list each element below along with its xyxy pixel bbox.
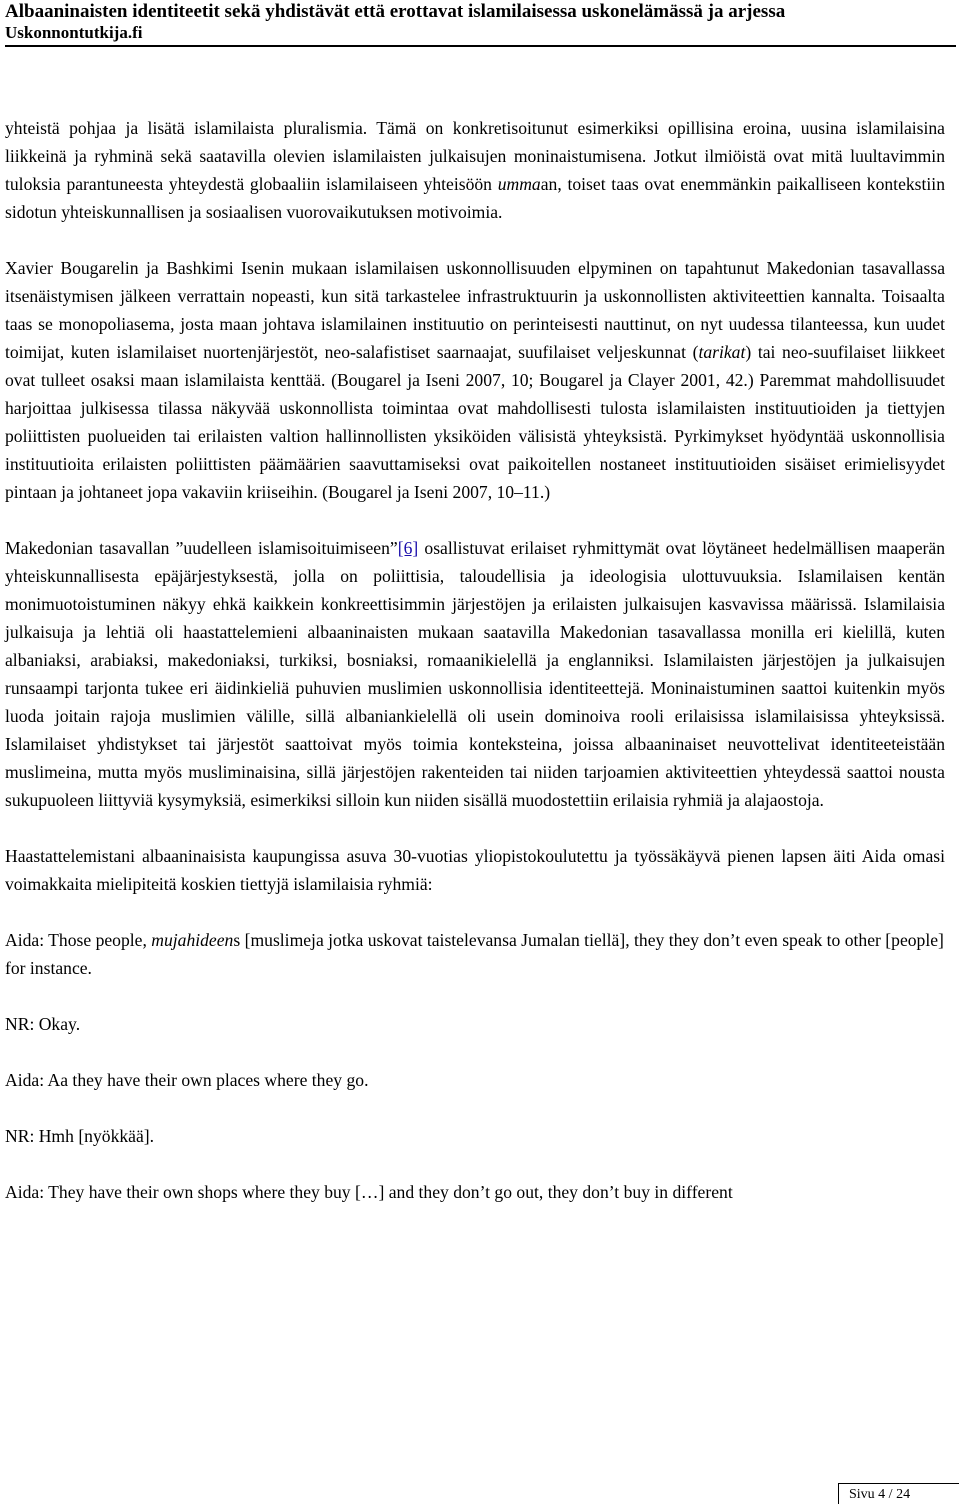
italic-term: mujahideen xyxy=(151,930,234,950)
paragraph-text: osallistuvat erilaiset ryhmittymät ovat löytäneet hedelmällisen maaperän yhteiskunnallisesta epäjärjestyksestä, jolla on poliittisia, taloudellisia ja ideologisia ulottuvuuksia. Islamilaisen kentän monimuotoistuminen näkyy ehkä kaikkein konkreettisimmin järjestöjen ja erilaisten julkaisujen kasvavissa määrissä. Islamilaisia julkaisuja ja lehtiä oli haastattelemieni albaaninaisten mukaan saatavilla Makedonian tasavallassa monilla eri kielillä, kuten albaniaksi, arabiaksi, makedoniaksi, turkiksi, bosniaksi, romaanikielellä ja englanniksi. Islamilaisten järjestöjen ja julkaisujen runsaampi tarjonta tukee eri äidinkieliä puhuvien muslimien uskonnollisia identiteettejä. Moninaistuminen saattoi kuitenkin myös luoda joitain rajoja muslimien välille, sillä albaniankielellä oli usein dominoiva rooli erilaisissa islamilaisissa yhteyksissä. Islamilaiset yhdistykset tai järjestöt saattoivat myös toimia konteksteina, joissa albaaninaiset neuvottelivat identiteeteistään muslimeina, mutta myös musliminaisina, sillä järjestöjen rakenteiden tai niiden tarjoamien aktiviteettien yhteydessä saattoi nousta sukupuoleen liittyviä kysymyksiä, esimerkiksi silloin kun niiden sisällä muodostettiin erilaisia ryhmiä ja alajaostoja. xyxy=(5,538,945,810)
site-name: Uskonnontutkija.fi xyxy=(5,23,143,42)
page-footer xyxy=(838,1483,959,1504)
paragraph-text: an, toiset taas ovat enemmänkin paikalliseen kontekstiin sidotun yhteiskunnallisen ja sosiaalisen vuorovaikutuksen motivoimia. xyxy=(5,174,945,222)
paragraph-2 xyxy=(5,254,945,506)
footnote-link[interactable]: [6] xyxy=(397,538,419,558)
interview-line-4: NR: Hmh [nyökkää]. xyxy=(5,1126,155,1146)
interview-line-5: Aida: They have their own shops where they buy […] and they don’t go out, they don’t buy in different xyxy=(5,1182,733,1202)
interview-line-2: NR: Okay. xyxy=(5,1014,81,1034)
interview-line-3: Aida: Aa they have their own places where they go. xyxy=(5,1070,369,1090)
document-title: Albaaninaisten identiteetit sekä yhdistävät että erottavat islamilaisessa uskonelämässä ja arjessa xyxy=(5,1,786,22)
interview-quote-1 xyxy=(5,926,945,982)
paragraph-text: Xavier Bougarelin ja Bashkimi Isenin mukaan islamilaisen uskonnollisuuden elpyminen on tapahtunut Makedonian tasavallassa itsenäistymisen jälkeen verrattain nopeasti, kun sitä tarkastelee infrastruktuurin ja uskonnollisten aktiviteettien kannalta. Toisaalta taas se monopoliasema, josta maan johtava islamilainen instituutio on perinteisesti nauttinut, on nyt uudessa tilanteessa, kun uudet toimijat, kuten islamilaiset nuortenjärjestöt, neo-salafistiset saarnaajat, suufilaiset veljeskunnat ( xyxy=(5,258,945,362)
page-number: Sivu 4 / 24 xyxy=(849,1487,911,1502)
paragraph-4: Haastattelemistani albaaninaisista kaupungissa asuva 30-vuotias yliopistokoulutettu ja työssäkäyvä pienen lapsen äiti Aida omasi voimakkaita mielipiteitä koskien tiettyjä islamilaisia ryhmiä: xyxy=(5,846,945,894)
page-header xyxy=(5,0,957,47)
paragraph-text: ) tai neo-suufilaiset liikkeet ovat tulleet osaksi maan islamilaista kenttää. (Bougarel ja Iseni 2007, 10; Bougarel ja Clayer 2001, 42.) Paremmat mahdollisuudet harjoittaa julkisessa tilassa näkyvää uskonnollista toimintaa ovat mahdollisesti tulosta islamilaisten instituutioiden ja tiettyjen poliittisten puolueiden tai erilaisten valtion hallinnollisten yksiköiden välisistä yhteyksistä. Pyrkimykset hyödyntää uskonnollisia instituutioita erilaisten poliittisten päämäärien saavuttamiseksi ovat paikoitellen nostaneet instituutioiden sisäiset erimielisyydet pintaan ja johtaneet jopa vakaviin kriiseihin. (Bougarel ja Iseni 2007, 10–11.) xyxy=(5,342,946,502)
paragraph-text: Aida: Those people, xyxy=(5,930,152,950)
paragraph-3 xyxy=(5,534,945,814)
paragraph-text: yhteistä pohjaa ja lisätä islamilaista pluralismia. Tämä on konkretisoitunut esimerkiksi opillisina eroina, uusina islamilaisina liikkeinä ja ryhminä sekä saatavilla olevien islamilaisten julkaisujen moninaistumisena. Jotkut ilmiöistä ovat mitä luultavimmin tuloksia parantuneesta yhteydestä globaaliin islamilaiseen yhteisöön xyxy=(5,118,945,194)
italic-term: tarikat xyxy=(698,342,746,362)
article-body xyxy=(5,114,945,1234)
italic-term: umma xyxy=(497,174,541,194)
header-divider xyxy=(5,45,956,47)
paragraph-text: Makedonian tasavallan ”uudelleen islamisoituimiseen” xyxy=(5,538,398,558)
paragraph-text: s [muslimeja jotka uskovat taistelevansa Jumalan tiellä], they they don’t even speak to other [people] for instance. xyxy=(5,930,944,978)
paragraph-1 xyxy=(5,114,945,226)
